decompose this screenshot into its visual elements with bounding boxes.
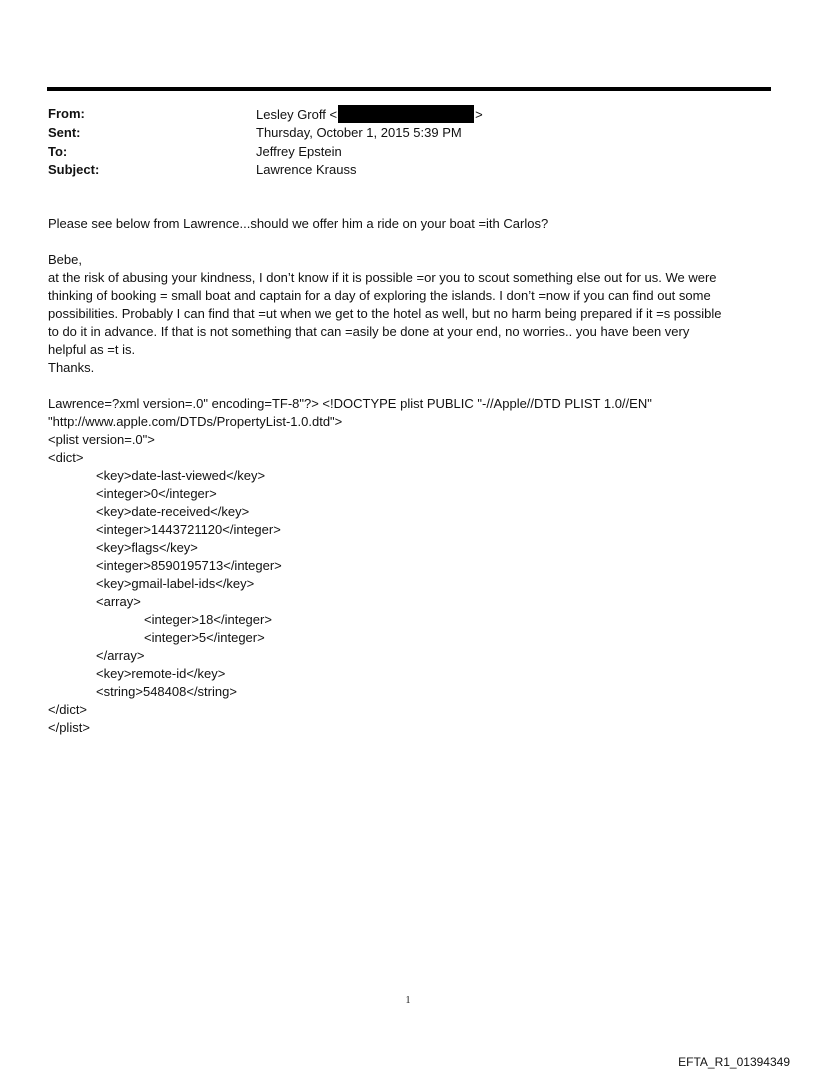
greeting-line: Bebe, xyxy=(48,252,82,267)
from-close: > xyxy=(475,107,483,122)
plist-line: "http://www.apple.com/DTDs/PropertyList-1.0.dtd"> xyxy=(48,414,343,429)
subject-value: Lawrence Krauss xyxy=(256,162,357,177)
from-label: From: xyxy=(48,106,85,121)
subject-label: Subject: xyxy=(48,162,100,177)
plist-line: <integer>0</integer> xyxy=(96,486,217,501)
sent-value: Thursday, October 1, 2015 5:39 PM xyxy=(256,125,462,140)
plist-block xyxy=(48,395,770,737)
plist-line: <plist version=.0"> xyxy=(48,432,155,447)
redaction-box xyxy=(338,105,474,123)
plist-line: <array> xyxy=(96,594,141,609)
plist-line: <key>remote-id</key> xyxy=(96,666,226,681)
plist-line: <dict> xyxy=(48,450,84,465)
plist-line: <string>548408</string> xyxy=(96,684,237,699)
plist-line: </array> xyxy=(96,648,145,663)
para-line: at the risk of abusing your kindness, I don’t know if it is possible =or you to scout something else out for us. We were xyxy=(48,270,717,285)
plist-line: <key>date-received</key> xyxy=(96,504,250,519)
para-line: helpful as =t is. xyxy=(48,342,136,357)
page-number: 1 xyxy=(405,995,411,1006)
thanks-line: Thanks. xyxy=(48,360,95,375)
to-label: To: xyxy=(48,144,68,159)
plist-line: <key>gmail-label-ids</key> xyxy=(96,576,255,591)
bates-number: EFTA_R1_01394349 xyxy=(678,1055,790,1069)
from-value xyxy=(256,105,483,124)
sent-label: Sent: xyxy=(48,125,81,140)
para-line: to do it in advance. If that is not something that can =asily be done at your end, no worries.. you have been very xyxy=(48,324,690,339)
para-line: thinking of booking = small boat and captain for a day of exploring the islands. I don’t =now if you can find out some xyxy=(48,288,711,303)
plist-line: <integer>8590195713</integer> xyxy=(96,558,282,573)
plist-line: <key>date-last-viewed</key> xyxy=(96,468,266,483)
intro-line: Please see below from Lawrence...should we offer him a ride on your boat =ith Carlos? xyxy=(48,216,549,231)
from-name: Lesley Groff < xyxy=(256,107,338,122)
plist-line: <integer>18</integer> xyxy=(144,612,272,627)
plist-line: <integer>5</integer> xyxy=(144,630,265,645)
plist-line: </dict> xyxy=(48,702,88,717)
email-body xyxy=(48,215,770,737)
header-rule xyxy=(47,87,771,91)
plist-line: <integer>1443721120</integer> xyxy=(96,522,281,537)
plist-line: <key>flags</key> xyxy=(96,540,198,555)
plist-line: Lawrence=?xml version=.0" encoding=TF-8"?> <!DOCTYPE plist PUBLIC "-//Apple//DTD PLIST 1.0//EN" xyxy=(48,396,652,411)
para-line: possibilities. Probably I can find that =ut when we get to the hotel as well, but no harm being prepared if it =s possible xyxy=(48,306,722,321)
to-value: Jeffrey Epstein xyxy=(256,144,342,159)
plist-line: </plist> xyxy=(48,720,90,735)
